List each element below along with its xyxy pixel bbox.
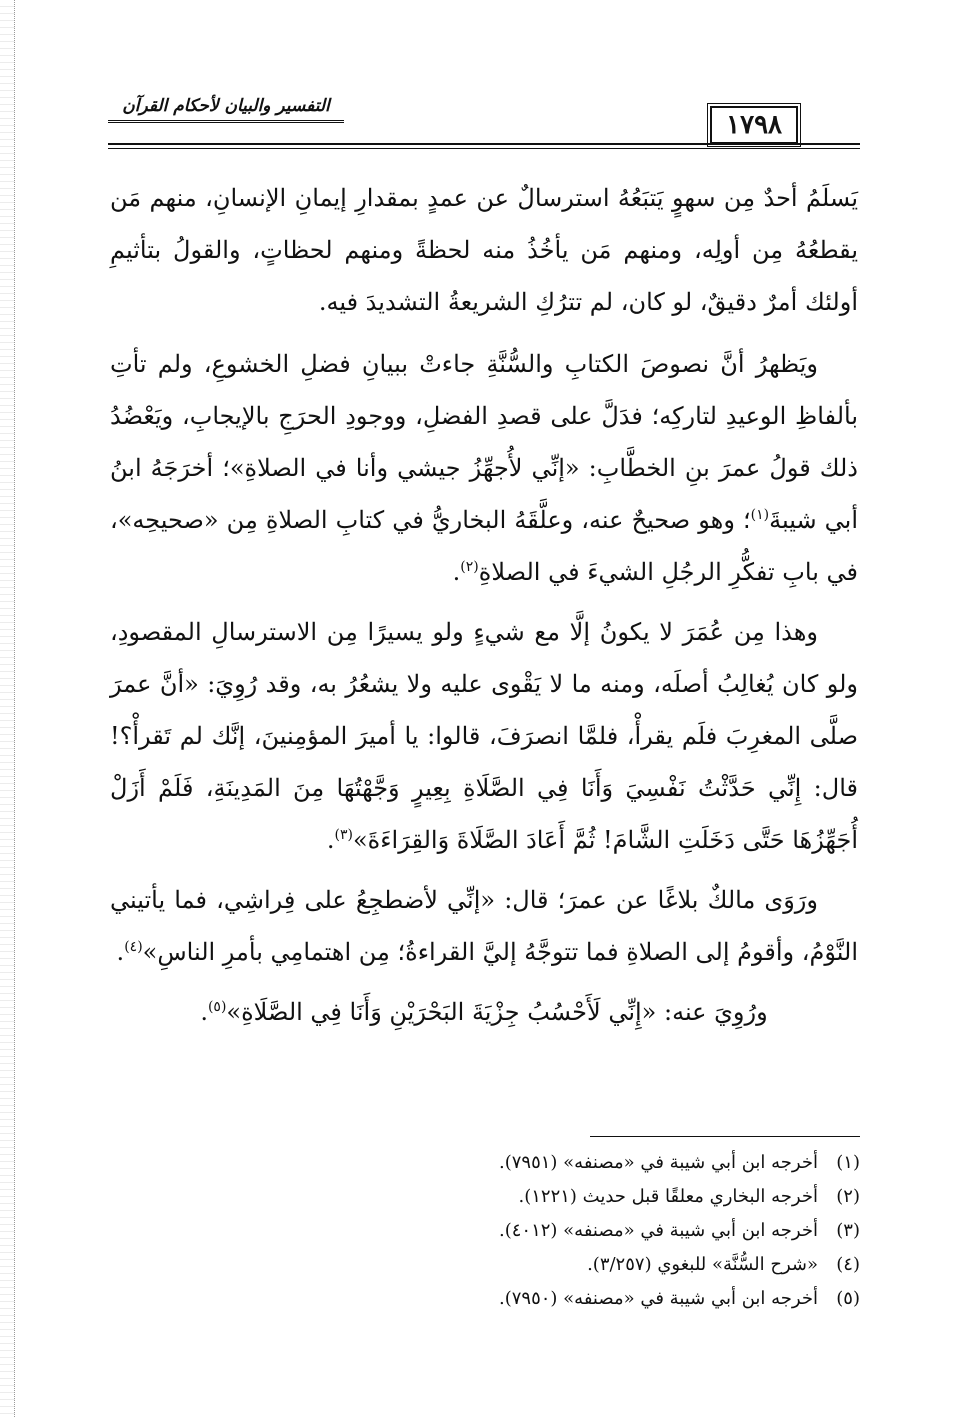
paragraph-5-text: ورُوِيَ عنه: «إِنِّي لَأَحْسُبُ جِزْيَةَ البَحْرَيْنِ وَأَنَا فِي الصَّلَاةِ» [226, 998, 768, 1026]
scan-binding-edge [0, 0, 15, 1417]
running-title: التفسير والبيان لأحكام القرآن [108, 96, 344, 123]
footnote-text: أخرجه ابن أبي شيبة في «مصنفه» (٤٠١٢). [498, 1220, 818, 1241]
footnote-ref-4[interactable]: (٤) [124, 939, 143, 955]
paragraph-3-text-b: . [326, 826, 335, 854]
paragraph-2-text: ويَظهرُ أنَّ نصوصَ الكتابِ والسُّنَّةِ جاءتْ ببيانِ فضلِ الخشوعِ، ولم تأتِ بألفاظِ الوعيدِ لتاركِه؛ فدَلَّ على قصدِ الفضلِ، ووجودِ الحرَجِ بالإيجابِ، ويَعْضُدُ ذلك قولُ عمرَ بنِ الخطَّابِ: «إنِّي لأُجهِّزُ جيشي وأنا في الصلاةِ»؛ أخرَجَهُ ابنُ أبي شيبةَ [110, 350, 858, 534]
footnote-number: (٥) [836, 1288, 860, 1309]
footnote-text: أخرجه البخاري معلقًا قبل حديث (١٢٢١). [518, 1186, 818, 1207]
footnote-number: (٢) [836, 1186, 860, 1207]
footnote-ref-3[interactable]: (٣) [334, 827, 353, 843]
main-text [110, 172, 858, 1046]
page-header [108, 92, 860, 152]
footnote-text: أخرجه ابن أبي شيبة في «مصنفه» (٧٩٥١). [498, 1152, 818, 1173]
paragraph-2-text-c: . [452, 558, 461, 586]
paragraph-1-text: يَسلَمُ أحدٌ مِن سهوٍ يَتبَعُهُ استرسالٌ عن عمدٍ بمقدارِ إيمانِ الإنسانِ، منهم مَن يقطعُهُ مِن أولِه، ومنهم مَن يأخُذُ منه لحظةً ومنهم لحظاتٍ، والقولُ بتأثيمِ أولئك أمرٌ دقيقٌ، لو كان، لم تترُكِ الشريعةُ التشديدَ فيه. [110, 184, 858, 316]
paragraph-2 [110, 338, 858, 598]
page-number: ١٧٩٨ [710, 106, 798, 144]
paragraph-3-text: وهذا مِن عُمَرَ لا يكونُ إلَّا مع شيءٍ ولو يسيرًا مِن الاسترسالِ المقصودِ، ولو كان يُغالِبُ أصلَه، ومنه ما لا يَقْوى عليه ولا يشعُرُ به، وقد رُوِيَ: «أنَّ عمرَ صلَّى المغرِبَ فلَم يقرأْ، فلمَّا انصرَفَ، قالوا: يا أميرَ المؤمِنينَ، إنَّك لم تَقرأْ؟! قال: إِنِّي حَدَّثْتُ نَفْسِيَ وَأَنَا فِي الصَّلَاةِ بِعِيرٍ وَجَّهْتُهَا مِنَ المَدِينَةِ، فَلَمْ أَزَلْ أُجَهِّزُهَا حَتَّى دَخَلَتِ الشَّامَ! ثُمَّ أَعَادَ الصَّلَاةَ وَالقِرَاءَةَ» [110, 618, 859, 854]
paragraph-2-text-b: ؛ وهو صحيحٌ عنه، وعلَّقَهُ البخاريُّ في كتابِ الصلاةِ مِن «صحيحِه»، في بابِ تفكُّرِ الرجُلِ الشيءَ في الصلاةِ [110, 506, 858, 586]
footnote-text: أخرجه ابن أبي شيبة في «مصنفه» (٧٩٥٠). [498, 1288, 818, 1309]
paragraph-5 [110, 986, 858, 1038]
footnote-item [110, 1146, 860, 1180]
footnote-item [110, 1248, 860, 1282]
footnote-ref-5[interactable]: (٥) [207, 999, 227, 1015]
footnote-item [110, 1214, 860, 1248]
footnote-ref-1[interactable]: (١) [750, 507, 770, 523]
footnote-text: «شرح السُّنَّة» للبغوي (٣/٢٥٧). [587, 1254, 818, 1275]
footnote-separator [590, 1136, 860, 1137]
footnote-number: (٣) [836, 1220, 860, 1241]
paragraph-4-text-b: . [116, 938, 125, 966]
footnote-item [110, 1180, 860, 1214]
paragraph-5-text-b: . [200, 998, 208, 1026]
paragraph-3 [110, 606, 858, 866]
header-rule-thin [108, 148, 860, 149]
footnote-number: (١) [836, 1152, 860, 1173]
footnotes [110, 1146, 860, 1316]
footnote-number: (٤) [836, 1254, 860, 1275]
paragraph-4-text: ورَوَى مالكٌ بلاغًا عن عمرَ؛ قال: «إنِّي لأضطجِعُ على فِراشِي، فما يأتيني النَّوْمُ، وأقومُ إلى الصلاةِ فما تتوجَّهُ إليَّ القراءةُ؛ مِن اهتمامِي بأمرِ الناسِ» [110, 886, 858, 966]
footnote-item [110, 1282, 860, 1316]
paragraph-1 [110, 172, 858, 328]
paragraph-4 [110, 874, 858, 978]
footnote-ref-2[interactable]: (٢) [460, 559, 479, 575]
